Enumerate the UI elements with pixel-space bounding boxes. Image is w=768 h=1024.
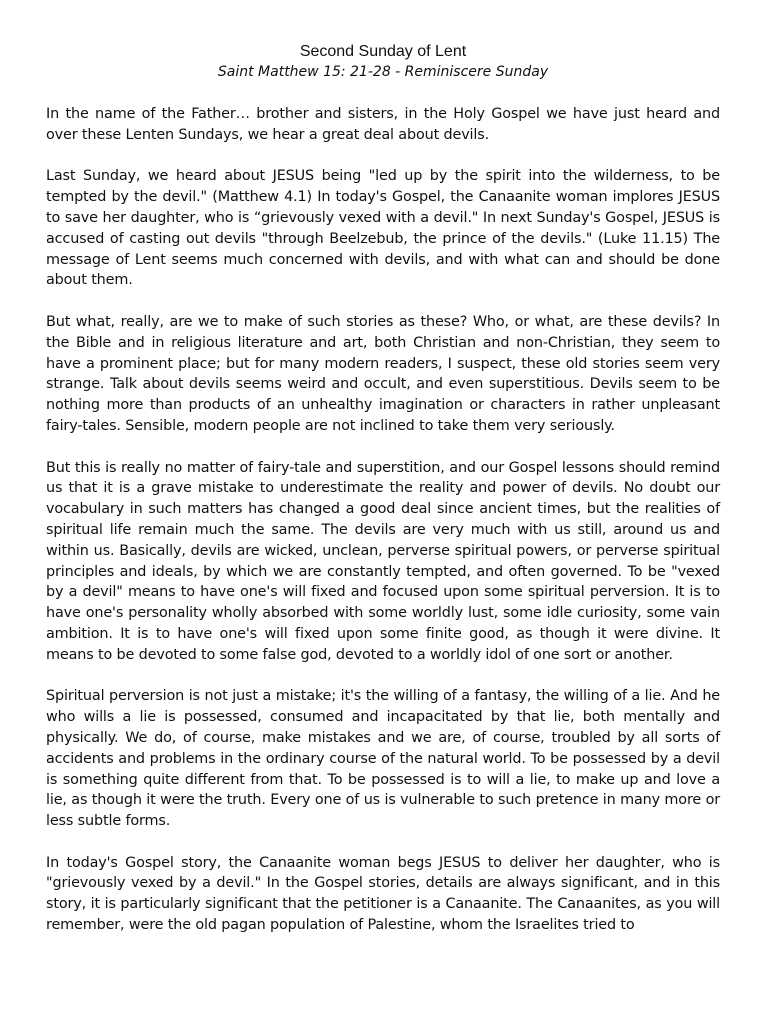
document-page	[46, 42, 720, 957]
page-subtitle: Saint Matthew 15: 21-28 - Reminiscere Sunday	[217, 64, 549, 80]
page-title: Second Sunday of Lent	[299, 43, 467, 60]
paragraph: But what, really, are we to make of such stories as these? Who, or what, are these devils? In the Bible and in religious literature and art, both Christian and non-Christian, they seem to have a prominent place; but for many modern readers, I suspect, these old stories seem very strange. Talk about devils seems weird and occult, and even superstitious. Devils seem to be nothing more than products of an unhealthy imagination or characters in rather unpleasant fairy-tales. Sensible, modern people are not inclined to take them very seriously.	[46, 313, 720, 434]
paragraph: Spiritual perversion is not just a mistake; it's the willing of a fantasy, the willing of a lie. And he who wills a lie is possessed, consumed and incapacitated by that lie, both mentally and physically. We do, of course, make mistakes and we are, of course, troubled by all sorts of accidents and problems in the ordinary course of the natural world. To be possessed by a devil is something quite different from that. To be possessed is to will a lie, to make up and love a lie, as though it were the truth. Every one of us is vulnerable to such pretence in many more or less subtle forms.	[46, 688, 720, 830]
paragraph: But this is really no matter of fairy-tale and superstition, and our Gospel lessons should remind us that it is a grave mistake to underestimate the reality and power of devils. No doubt our vocabulary in such matters has changed a good deal since ancient times, but the realities of spiritual life remain much the same. The devils are very much with us still, around us and within us. Basically, devils are wicked, unclean, perverse spiritual powers, or perverse spiritual principles and ideals, by which we are constantly tempted, and often governed. To be "vexed by a devil" means to have one's will fixed and focused upon some spiritual perversion. It is to have one's personality wholly absorbed with some worldly lust, some idle curiosity, some vain ambition. It is to have one's will fixed upon some finite good, as though it were divine. It means to be devoted to some false god, devoted to a worldly idol of one sort or another.	[46, 459, 720, 663]
paragraph: In today's Gospel story, the Canaanite woman begs JESUS to deliver her daughter, who is "grievously vexed by a devil." In the Gospel stories, details are always significant, and in this story, it is particularly significant that the petitioner is a Canaanite. The Canaanites, as you will remember, were the old pagan population of Palestine, whom the Israelites tried to	[46, 854, 720, 934]
paragraph: In the name of the Father… brother and sisters, in the Holy Gospel we have just heard and over these Lenten Sundays, we hear a great deal about devils.	[46, 106, 720, 143]
paragraph: Last Sunday, we heard about JESUS being "led up by the spirit into the wilderness, to be tempted by the devil." (Matthew 4.1) In today's Gospel, the Canaanite woman implores JESUS to save her daughter, who is “grievously vexed with a devil." In next Sunday's Gospel, JESUS is accused of casting out devils "through Beelzebub, the prince of the devils." (Luke 11.15) The message of Lent seems much concerned with devils, and with what can and should be done about them.	[46, 168, 720, 289]
